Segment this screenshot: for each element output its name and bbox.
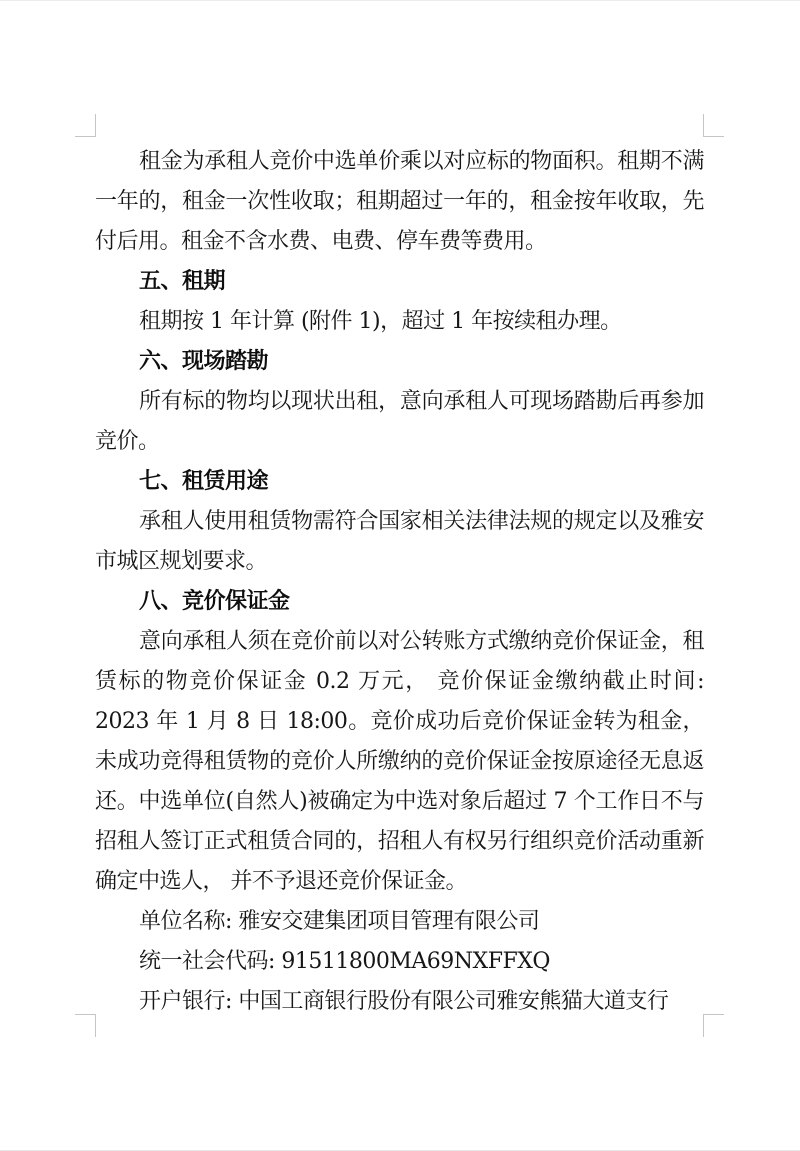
heading-section-8-bid-deposit: 八、竞价保证金	[139, 589, 290, 614]
paragraph-lease-term-detail: 租期按 1 年计算 (附件 1)，超过 1 年按续租办理。	[139, 309, 622, 334]
margin-crop-mark-bottom-right	[703, 1014, 724, 1037]
heading-section-5-lease-term: 五、租期	[139, 269, 226, 294]
paragraph-rent-payment-terms: 租金为承租人竞价中选单价乘以对应标的物面积。租期不满一年的，租金一次性收取；租期超过一年的，租金按年收取，先付后用。租金不含水费、电费、停车费等费用。	[95, 149, 704, 254]
heading-section-7-lease-use: 七、租赁用途	[139, 469, 269, 494]
margin-crop-mark-top-right	[703, 114, 724, 137]
paragraph-company-name: 单位名称: 雅安交建集团项目管理有限公司	[139, 909, 540, 934]
margin-crop-mark-bottom-left	[75, 1014, 96, 1037]
paragraph-site-survey-detail: 所有标的物均以现状出租，意向承租人可现场踏勘后再参加竞价。	[95, 389, 704, 454]
margin-crop-mark-top-left	[75, 114, 96, 137]
document-body	[95, 142, 704, 1022]
paragraph-bank-name: 开户银行: 中国工商银行股份有限公司雅安熊猫大道支行	[139, 989, 669, 1014]
paragraph-lease-use-detail: 承租人使用租赁物需符合国家相关法律法规的规定以及雅安市城区规划要求。	[95, 509, 704, 574]
paragraph-social-credit-code: 统一社会代码: 91511800MA69NXFFXQ	[139, 949, 550, 974]
heading-section-6-site-survey: 六、现场踏勘	[139, 349, 269, 374]
paragraph-bid-deposit-detail: 意向承租人须在竞价前以对公转账方式缴纳竞价保证金，租赁标的物竞价保证金 0.2 万元， 竞价保证金缴纳截止时间: 2023 年 1 月 8 日 18:00。竞价成功后竞价保证金转为租金，未成功竞得租赁物的竞价人所缴纳的竞价保证金按原途径无息返还。中选单位(自然人)被确定为中选对象后超过 7 个工作日不与招租人签订正式租赁合同的，招租人有权另行组织竞价活动重新确定中选人， 并不予退还竞价保证金。	[95, 629, 704, 894]
